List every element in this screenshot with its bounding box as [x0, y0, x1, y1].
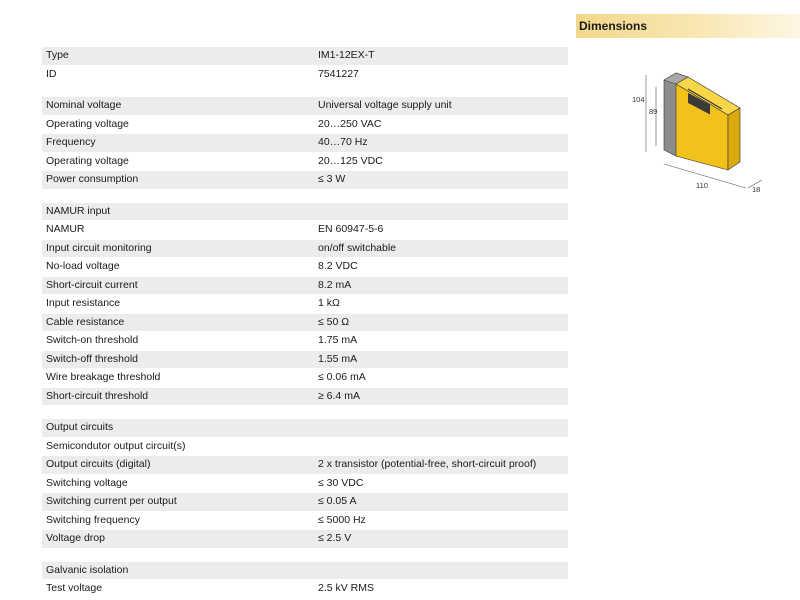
spec-value: ≤ 5000 Hz	[318, 513, 366, 526]
spec-key: Cable resistance	[46, 315, 125, 328]
spec-key: Output circuits (digital)	[46, 458, 151, 470]
spec-value	[318, 203, 568, 221]
spec-value	[318, 419, 568, 437]
spec-row	[42, 562, 568, 581]
spec-value: ≤ 50 Ω	[318, 315, 350, 328]
spec-value: ≥ 6.4 mA	[318, 389, 360, 402]
spec-key: NAMUR input	[46, 204, 111, 217]
spec-value: 1.55 mA	[318, 352, 358, 365]
dimensions-drawing	[630, 40, 770, 200]
spec-value: 40…70 Hz	[318, 136, 368, 148]
spec-key: Operating voltage	[46, 154, 129, 167]
spec-key: Output circuits	[46, 421, 114, 433]
spec-key: Semicondutor output circuit(s)	[46, 439, 186, 452]
spec-value: 2.5 kV RMS	[318, 582, 375, 594]
spec-row	[42, 171, 568, 190]
spec-value: 8.2 mA	[318, 278, 352, 291]
spec-row	[42, 66, 568, 85]
spec-key: Nominal voltage	[46, 99, 122, 111]
dim-height-outer: 104	[632, 95, 645, 104]
spec-row	[42, 277, 568, 296]
spec-value: ≤ 0.06 mA	[318, 371, 366, 383]
spec-value: 2 x transistor (potential-free, short-circuit proof)	[318, 458, 537, 470]
spec-row	[42, 580, 568, 599]
spec-value: Universal voltage supply unit	[318, 99, 452, 111]
spec-row	[42, 203, 568, 222]
spec-value: 8.2 VDC	[318, 260, 358, 272]
spec-row	[42, 369, 568, 388]
spec-row	[42, 134, 568, 153]
spec-value: 20…125 VDC	[318, 154, 383, 167]
section-spacer	[42, 549, 568, 562]
spec-value: 7541227	[318, 67, 359, 80]
spec-key: Switching frequency	[46, 513, 140, 526]
spec-key: Frequency	[46, 136, 96, 148]
spec-key: Wire breakage threshold	[46, 371, 161, 383]
spec-row	[42, 530, 568, 549]
spec-row	[42, 475, 568, 494]
spec-value: 20…250 VAC	[318, 117, 382, 130]
spec-row	[42, 388, 568, 407]
spec-row	[42, 258, 568, 277]
spec-key: Input resistance	[46, 297, 121, 309]
spec-row	[42, 438, 568, 457]
spec-row	[42, 240, 568, 259]
dim-depth: 110	[696, 181, 708, 190]
spec-row	[42, 419, 568, 438]
spec-key: Short-circuit current	[46, 278, 138, 291]
spec-row	[42, 221, 568, 240]
spec-row	[42, 351, 568, 370]
spec-row	[42, 332, 568, 351]
spec-key: Galvanic isolation	[46, 563, 129, 576]
spec-key: Type	[46, 49, 69, 61]
spec-value: ≤ 2.5 V	[318, 532, 352, 544]
spec-key: Switching voltage	[46, 476, 128, 489]
spec-value: 1 kΩ	[318, 297, 340, 309]
spec-key: Input circuit monitoring	[46, 241, 152, 254]
spec-key: NAMUR	[46, 223, 85, 235]
section-spacer	[42, 406, 568, 419]
spec-value: 1.75 mA	[318, 334, 358, 346]
dim-width: 18	[752, 185, 761, 194]
spec-key: ID	[46, 67, 57, 80]
spec-row	[42, 97, 568, 116]
spec-key: Test voltage	[46, 582, 103, 594]
spec-key: Operating voltage	[46, 117, 129, 130]
spec-key: No-load voltage	[46, 260, 120, 272]
spec-value: ≤ 0.05 A	[318, 495, 357, 507]
spec-value: ≤ 30 VDC	[318, 476, 364, 489]
spec-key: Short-circuit threshold	[46, 389, 149, 402]
spec-row	[42, 116, 568, 135]
spec-value	[318, 438, 568, 456]
spec-key: Switch-on threshold	[46, 334, 139, 346]
section-spacer	[42, 190, 568, 203]
spec-row	[42, 512, 568, 531]
section-spacer	[42, 84, 568, 97]
spec-value: on/off switchable	[318, 241, 397, 254]
spec-value: EN 60947-5-6	[318, 223, 384, 235]
spec-row	[42, 314, 568, 333]
spec-value: IM1-12EX-T	[318, 49, 375, 61]
spec-value: ≤ 3 W	[318, 173, 346, 185]
spec-row	[42, 47, 568, 66]
spec-key: Switch-off threshold	[46, 352, 139, 365]
dimensions-title: Dimensions	[576, 14, 800, 38]
spec-row	[42, 493, 568, 512]
spec-row	[42, 456, 568, 475]
spec-value	[318, 562, 568, 580]
dim-height-inner: 89	[649, 107, 658, 116]
spec-key: Voltage drop	[46, 532, 105, 544]
spec-key: Switching current per output	[46, 495, 177, 507]
spec-row	[42, 295, 568, 314]
spec-row	[42, 153, 568, 172]
spec-table	[42, 47, 568, 599]
spec-key: Power consumption	[46, 173, 139, 185]
